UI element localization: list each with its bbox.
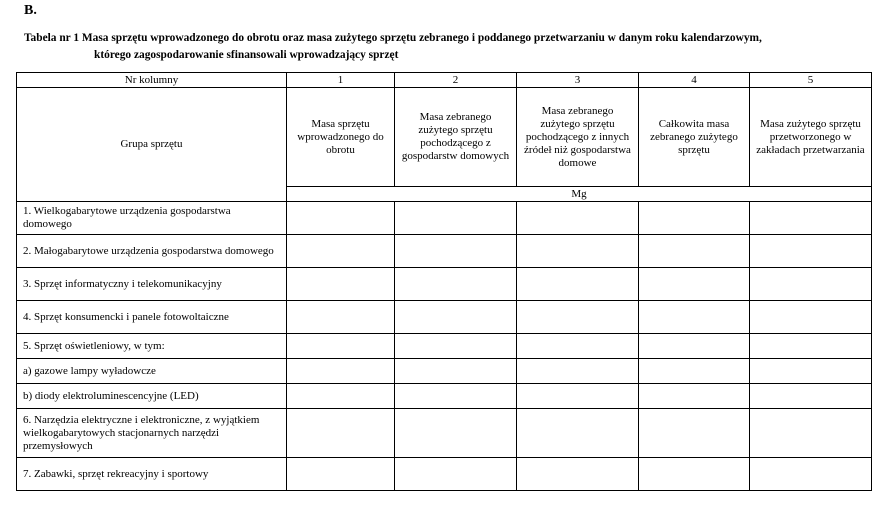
column-header-5: Masa zużytego sprzętu przetworzonego w zakładach przetwarzania [750,88,872,187]
data-cell[interactable] [395,384,517,409]
data-cell[interactable] [395,359,517,384]
data-cell[interactable] [287,268,395,301]
data-cell[interactable] [517,384,639,409]
column-number-4: 4 [639,73,750,88]
data-cell[interactable] [395,458,517,491]
data-cell[interactable] [750,458,872,491]
data-cell[interactable] [639,202,750,235]
data-cell[interactable] [639,359,750,384]
row-label: 7. Zabawki, sprzęt rekreacyjny i sportowy [17,458,287,491]
table-row [17,301,872,334]
column-header-3: Masa zebranego zużytego sprzętu pochodzącego z innych źródeł niż gospodarstwa domowe [517,88,639,187]
data-cell[interactable] [639,268,750,301]
column-number-label: Nr kolumny [17,73,287,88]
data-cell[interactable] [395,334,517,359]
data-cell[interactable] [395,301,517,334]
row-label: 4. Sprzęt konsumencki i panele fotowoltaiczne [17,301,287,334]
data-cell[interactable] [517,409,639,458]
data-cell[interactable] [517,458,639,491]
row-label: a) gazowe lampy wyładowcze [17,359,287,384]
data-cell[interactable] [750,301,872,334]
table-row [17,268,872,301]
data-cell[interactable] [287,301,395,334]
data-cell[interactable] [750,268,872,301]
data-cell[interactable] [639,301,750,334]
table-caption [24,30,884,64]
data-cell[interactable] [750,334,872,359]
caption-line-1: Tabela nr 1 Masa sprzętu wprowadzonego do obrotu oraz masa zużytego sprzętu zebranego i poddanego przetwarzaniu w danym roku kalendarzowym, [24,32,762,44]
column-header-1: Masa sprzętu wprowadzonego do obrotu [287,88,395,187]
data-cell[interactable] [395,268,517,301]
data-cell[interactable] [750,384,872,409]
data-cell[interactable] [287,458,395,491]
data-cell[interactable] [639,384,750,409]
data-cell[interactable] [517,301,639,334]
data-cell[interactable] [287,235,395,268]
data-cell[interactable] [517,334,639,359]
unit-label: Mg [287,187,872,202]
data-cell[interactable] [287,359,395,384]
data-cell[interactable] [287,409,395,458]
data-cell[interactable] [750,202,872,235]
data-cell[interactable] [517,235,639,268]
column-header-4: Całkowita masa zebranego zużytego sprzętu [639,88,750,187]
data-cell[interactable] [639,409,750,458]
section-letter: B. [24,3,37,18]
table-row [17,384,872,409]
data-cell[interactable] [517,268,639,301]
data-cell[interactable] [750,359,872,384]
data-cell[interactable] [639,458,750,491]
row-label: 5. Sprzęt oświetleniowy, w tym: [17,334,287,359]
data-cell[interactable] [287,202,395,235]
table-row [17,235,872,268]
row-label: 1. Wielkogabarytowe urządzenia gospodarstwa domowego [17,202,287,235]
data-cell[interactable] [287,334,395,359]
column-number-5: 5 [750,73,872,88]
data-cell[interactable] [517,359,639,384]
data-cell[interactable] [639,334,750,359]
row-label: 3. Sprzęt informatyczny i telekomunikacyjny [17,268,287,301]
data-cell[interactable] [750,235,872,268]
column-header-row [17,88,872,187]
table-row [17,409,872,458]
column-number-3: 3 [517,73,639,88]
row-label: b) diody elektroluminescencyjne (LED) [17,384,287,409]
row-label: 2. Małogabarytowe urządzenia gospodarstwa domowego [17,235,287,268]
group-header: Grupa sprzętu [17,88,287,202]
column-number-1: 1 [287,73,395,88]
table-row [17,202,872,235]
data-cell[interactable] [395,202,517,235]
data-cell[interactable] [287,384,395,409]
data-cell[interactable] [639,235,750,268]
equipment-mass-table [16,72,872,491]
data-cell[interactable] [395,235,517,268]
column-number-2: 2 [395,73,517,88]
data-cell[interactable] [750,409,872,458]
data-cell[interactable] [517,202,639,235]
table-row [17,359,872,384]
table-row [17,334,872,359]
row-label: 6. Narzędzia elektryczne i elektroniczne, z wyjątkiem wielkogabarytowych stacjonarnych narzędzi przemysłowych [17,409,287,458]
table-row [17,458,872,491]
column-number-row [17,73,872,88]
column-header-2: Masa zebranego zużytego sprzętu pochodzącego z gospodarstw domowych [395,88,517,187]
data-cell[interactable] [395,409,517,458]
caption-line-2: którego zagospodarowanie sfinansowali wprowadzający sprzęt [94,49,399,61]
